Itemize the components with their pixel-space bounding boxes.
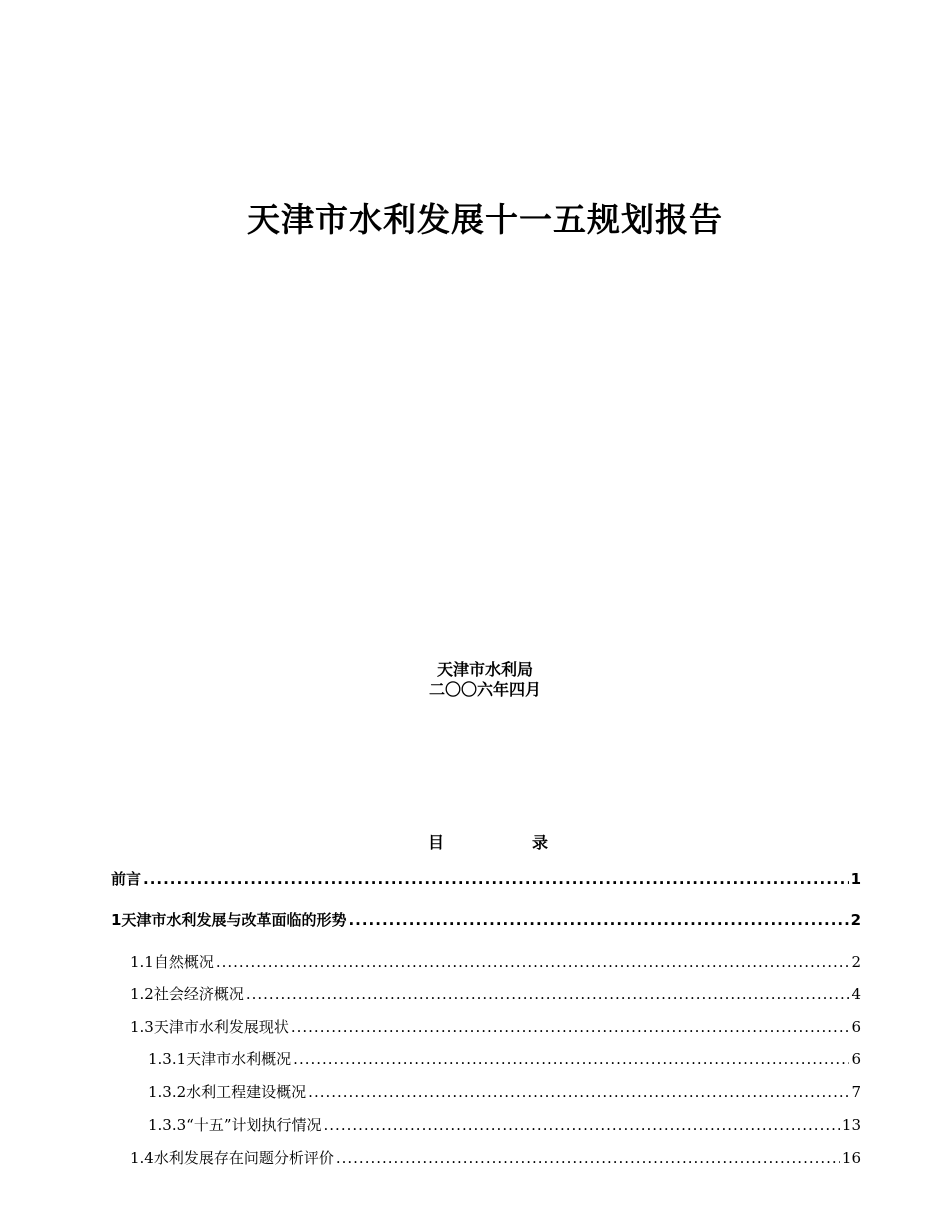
publication-date: 二〇〇六年四月: [428, 680, 541, 699]
toc-entry-label: 1.3.1天津市水利概况: [148, 1050, 292, 1068]
toc-leader-dots: [246, 984, 850, 1004]
toc-entry-page: 7: [851, 1083, 861, 1101]
toc-entry-page: 16: [841, 1149, 861, 1167]
toc-heading: [428, 830, 548, 853]
toc-leader-dots: [348, 910, 848, 930]
toc-entry-1-3-1[interactable]: [148, 1049, 861, 1069]
toc-entry-label: 前言: [111, 870, 142, 888]
toc-entry-page: 6: [851, 1050, 861, 1068]
toc-entry-1-3[interactable]: [130, 1017, 861, 1037]
toc-entry-label: 1.1自然概况: [130, 953, 214, 971]
toc-leader-dots: [324, 1115, 840, 1135]
toc-leader-dots: [293, 1049, 849, 1069]
toc-entry-page: 2: [850, 911, 861, 929]
toc-entry-1-3-2[interactable]: [148, 1082, 861, 1102]
toc-entry-page: 1: [850, 870, 861, 888]
toc-entry-1-3-3[interactable]: [148, 1115, 861, 1135]
toc-entry-label: 1.3天津市水利发展现状: [130, 1018, 289, 1036]
toc-entry-label: 1.3.3“十五”计划执行情况: [148, 1116, 322, 1134]
toc-entry-page: 2: [851, 953, 861, 971]
document-title: 天津市水利发展十一五规划报告: [247, 200, 723, 239]
toc-heading-left: 目: [428, 833, 445, 852]
toc-leader-dots: [308, 1082, 849, 1102]
toc-entry-1-4[interactable]: [130, 1148, 861, 1168]
toc-entry-label: 1天津市水利发展与改革面临的形势: [111, 911, 347, 929]
toc-entry-label: 1.3.2水利工程建设概况: [148, 1083, 307, 1101]
toc-entry-page: 4: [851, 985, 861, 1003]
toc-entry-label: 1.4水利发展存在问题分析评价: [130, 1149, 334, 1167]
toc-entry-page: 13: [841, 1116, 861, 1134]
toc-entry-chapter-1[interactable]: [111, 910, 861, 930]
toc-entry-1-2[interactable]: [130, 984, 861, 1004]
toc-heading-right: 录: [531, 833, 548, 852]
toc-leader-dots: [336, 1148, 840, 1168]
toc-entry-page: 6: [851, 1018, 861, 1036]
toc-entry-preface[interactable]: [111, 869, 861, 889]
organization-name: 天津市水利局: [436, 660, 533, 679]
toc-entry-label: 1.2社会经济概况: [130, 985, 244, 1003]
toc-leader-dots: [291, 1017, 850, 1037]
cover-footer: [0, 660, 950, 700]
toc-leader-dots: [216, 952, 850, 972]
toc-leader-dots: [143, 869, 849, 889]
toc-entry-1-1[interactable]: [130, 952, 861, 972]
